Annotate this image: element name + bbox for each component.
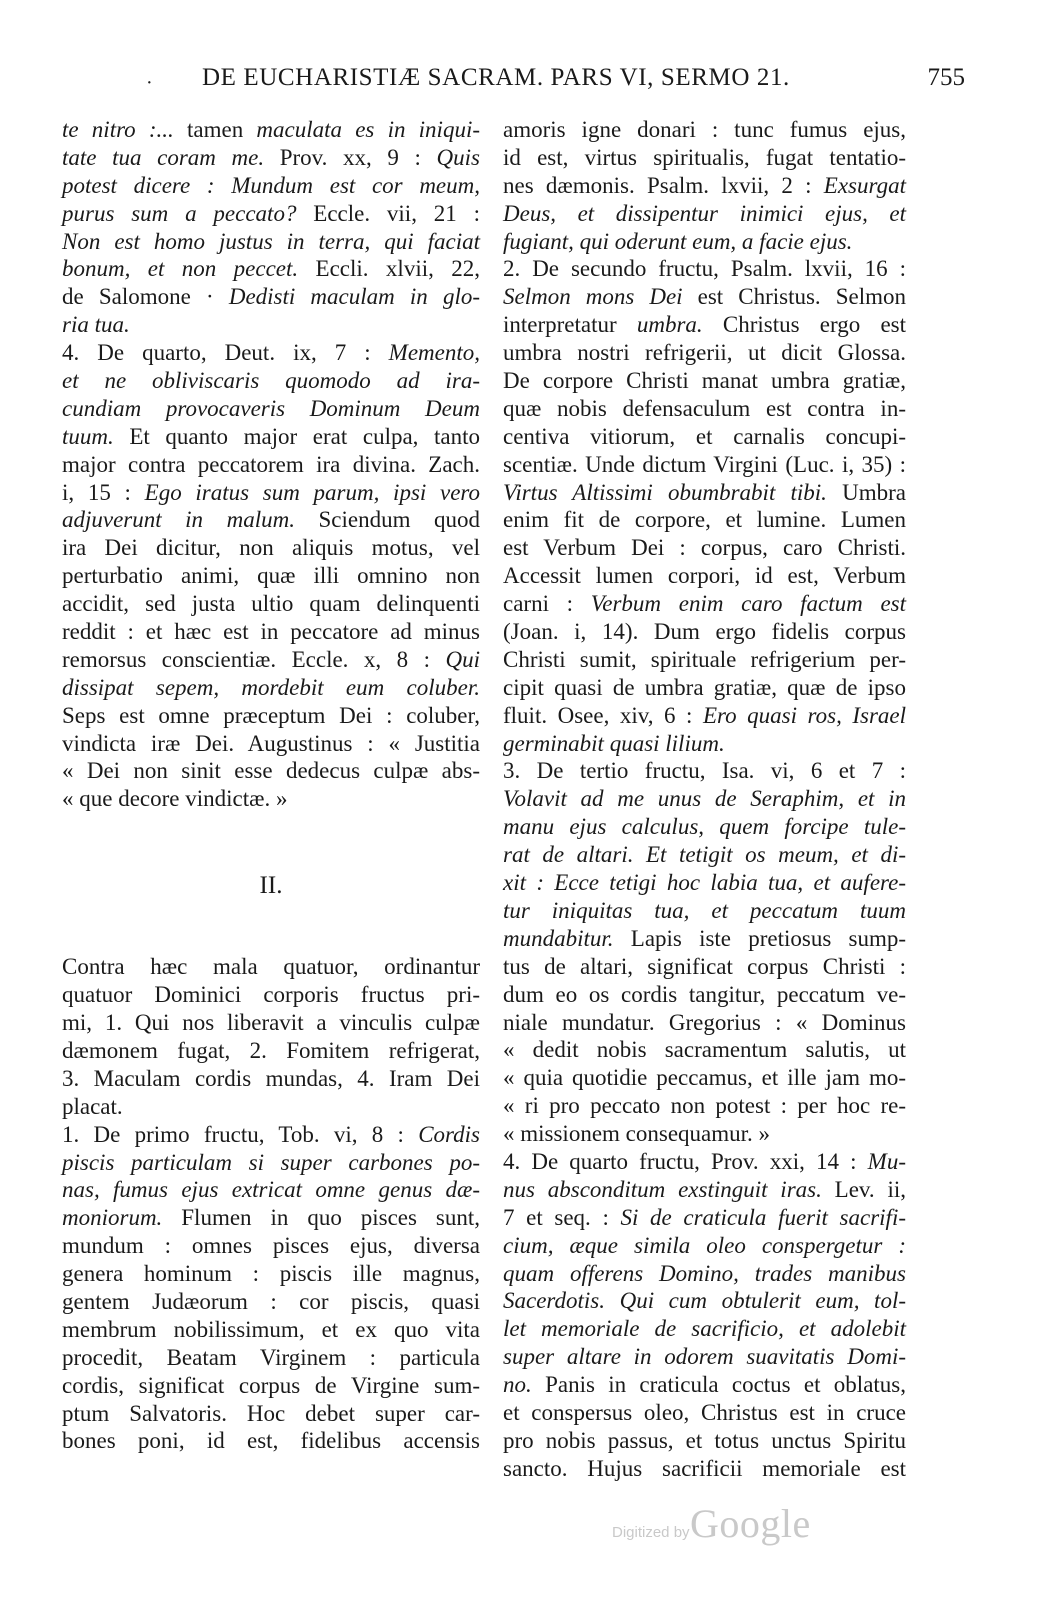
text-line [503, 116, 906, 144]
text-line [503, 1232, 906, 1260]
text-run: Sciendum quod [318, 507, 480, 533]
italic-quotation: Quis [436, 144, 480, 170]
text-line [503, 1064, 906, 1092]
italic-quotation: Volavit ad me unus de Seraphim, et in [503, 786, 906, 812]
text-line [503, 1176, 906, 1204]
italic-quotation: Virtus Altissimi obumbrabit tibi. [503, 479, 843, 505]
text-run: mundum : omnes pisces ejus, diversa [62, 1233, 480, 1259]
google-watermark [612, 1500, 832, 1550]
italic-quotation: nus absconditum exstinguit iras. [503, 1176, 835, 1202]
italic-quotation: cium, æque simila oleo conspergetur : [503, 1232, 906, 1258]
text-run: dum eo os cordis tangitur, peccatum ve- [503, 981, 906, 1007]
text-line [62, 590, 480, 618]
text-run: Christi sumit, spirituale refrigerium per- [503, 646, 906, 672]
text-line [503, 1120, 906, 1148]
text-line [503, 1315, 906, 1343]
text-line [62, 1204, 480, 1232]
text-line [62, 506, 480, 534]
text-line [62, 1400, 480, 1428]
text-line [62, 1176, 480, 1204]
text-line [503, 283, 906, 311]
google-logo: Google [690, 1501, 811, 1546]
text-run: quatuor Dominici corporis fructus pri- [62, 982, 480, 1008]
text-line [503, 813, 906, 841]
text-line [503, 562, 906, 590]
text-line [62, 757, 480, 785]
italic-quotation: maculata es in iniqui- [256, 117, 480, 142]
text-line [503, 172, 906, 200]
text-run: vindicta iræ Dei. Augustinus : « Justitia [62, 730, 480, 756]
watermark-prefix: Digitized by [612, 1524, 690, 1541]
text-line [62, 1427, 480, 1455]
text-line [62, 172, 480, 200]
text-run: De corpore Christi manat umbra gratiæ, [503, 368, 906, 394]
text-line [62, 1344, 480, 1372]
text-line [503, 925, 906, 953]
running-head [146, 64, 965, 100]
italic-quotation: piscis particulam si super carbones po- [62, 1149, 480, 1175]
text-run: genera hominum : piscis ille magnus, [62, 1261, 480, 1287]
text-run: 3. Maculam cordis mundas, 4. Iram Dei [62, 1065, 480, 1091]
text-run: procedit, Beatam Virginem : particula [62, 1344, 480, 1370]
text-line [503, 674, 906, 702]
italic-quotation: bonum, et non peccet. [62, 256, 316, 282]
text-line [62, 339, 480, 367]
italic-quotation: Sacerdotis. Qui cum obtulerit eum, tol- [503, 1288, 906, 1314]
text-line [503, 1287, 906, 1315]
text-run: (Joan. i, 14). Dum ergo fidelis corpus [503, 619, 906, 645]
text-run: reddit : et hæc est in peccatore ad minus [62, 619, 480, 645]
text-line [62, 1093, 480, 1121]
text-line [62, 618, 480, 646]
text-line [62, 1065, 480, 1093]
text-line [62, 283, 480, 311]
text-line [62, 1260, 480, 1288]
italic-quotation: let memoriale de sacrificio, et adolebit [503, 1316, 906, 1342]
text-run: Lev. ii, [834, 1176, 906, 1202]
italic-quotation: Non est homo justus in terra, qui faciat [62, 228, 480, 254]
text-run: gentem Judæorum : cor piscis, quasi [62, 1288, 480, 1314]
italic-quotation: Mu- [867, 1148, 906, 1174]
italic-quotation: Qui [445, 646, 480, 672]
left-column-section-ii [62, 953, 480, 1455]
text-line [503, 367, 906, 395]
text-line [503, 757, 906, 785]
italic-quotation: moniorum. [62, 1205, 182, 1231]
text-run: scentiæ. Unde dictum Virgini (Luc. i, 35) : [503, 451, 906, 477]
text-line [503, 869, 906, 897]
text-run: quæ nobis defensaculum est contra in- [503, 395, 906, 421]
text-line [503, 841, 906, 869]
section-spacer [62, 901, 480, 953]
section-spacer [62, 813, 480, 871]
text-line [503, 785, 906, 813]
text-run: « missionem consequamur. » [503, 1121, 771, 1147]
italic-quotation: Selmon mons Dei [503, 284, 698, 310]
text-run: dæmonem fugat, 2. Fomitem refrigerat, [62, 1037, 480, 1063]
italic-quotation: xit : Ecce tetigi hoc labia tua, et aufere- [503, 870, 906, 896]
text-line [503, 228, 906, 256]
text-line [62, 674, 480, 702]
text-run: « Dei non sinit esse dedecus culpæ abs- [62, 758, 480, 784]
text-run: 2. De secundo fructu, Psalm. lxvii, 16 : [503, 256, 906, 282]
text-line [62, 1288, 480, 1316]
text-run: nes dæmonis. Psalm. lxvii, 2 : [503, 172, 824, 198]
text-line [62, 200, 480, 228]
text-line [503, 1148, 906, 1176]
text-run: de Salomone · [62, 284, 229, 310]
text-line [62, 562, 480, 590]
text-run: Contra hæc mala quatuor, ordinantur [62, 954, 480, 980]
page-number: 755 [927, 64, 965, 91]
text-run: 1. De primo fructu, Tob. vi, 8 : [62, 1121, 419, 1147]
italic-quotation: potest dicere : Mundum est cor meum, [62, 172, 480, 198]
text-line [503, 423, 906, 451]
text-line [503, 451, 906, 479]
text-line [62, 1316, 480, 1344]
text-line [503, 953, 906, 981]
italic-quotation: fugiant, qui oderunt eum, a facie ejus. [503, 228, 853, 254]
italic-quotation: no. [503, 1372, 546, 1398]
text-run: id est, virtus spiritualis, fugat tentatio- [503, 144, 906, 170]
text-line [503, 339, 906, 367]
text-run: est Christus. Selmon [697, 284, 907, 310]
text-run: tus de altari, significat corpus Christi : [503, 953, 906, 979]
text-run: Panis in craticula coctus et oblatus, [545, 1372, 907, 1398]
text-run: umbra nostri refrigerii, ut dicit Glossa. [503, 340, 906, 366]
text-line [503, 395, 906, 423]
italic-quotation: tate tua coram me. [62, 144, 280, 170]
text-run: tamen [187, 117, 257, 142]
text-line [62, 1009, 480, 1037]
text-line [62, 730, 480, 758]
text-run: Lapis iste pretiosus sump- [630, 925, 906, 951]
text-line [62, 953, 480, 981]
text-line [62, 1149, 480, 1177]
text-line [503, 618, 906, 646]
text-run: ira Dei dicitur, non aliquis motus, vel [62, 535, 480, 561]
italic-quotation: rat de altari. Et tetigit os meum, et di- [503, 842, 906, 868]
text-line [503, 702, 906, 730]
text-run: pro nobis passus, et totus unctus Spiritu [503, 1427, 906, 1453]
text-line [503, 590, 906, 618]
italic-quotation: ria tua. [62, 312, 130, 338]
text-line [62, 646, 480, 674]
italic-quotation: germinabit quasi lilium. [503, 730, 725, 756]
text-line [62, 228, 480, 256]
text-run: Seps est omne præceptum Dei : coluber, [62, 702, 480, 728]
text-run: Eccli. xlvii, 22, [315, 256, 480, 282]
text-run: enim fit de corpore, et lumine. Lumen [503, 507, 906, 533]
text-line [62, 255, 480, 283]
italic-quotation: nas, fumus ejus extricat omne genus dæ- [62, 1177, 480, 1203]
text-line [62, 451, 480, 479]
text-run: carni : [503, 591, 591, 617]
italic-quotation: Ego iratus sum parum, ipsi vero [144, 479, 480, 505]
text-line [62, 311, 480, 339]
text-run: ptum Salvatoris. Hoc debet super car- [62, 1400, 480, 1426]
italic-quotation: tur iniquitas tua, et peccatum tuum [503, 897, 906, 923]
italic-quotation: manu ejus calculus, quem forcipe tule- [503, 814, 906, 840]
text-line [503, 1009, 906, 1037]
text-line [62, 479, 480, 507]
text-run: Christus ergo est [722, 312, 907, 338]
text-line [62, 702, 480, 730]
text-line [62, 116, 480, 144]
text-run: bones poni, id est, fidelibus accensis [62, 1428, 480, 1454]
text-line [62, 534, 480, 562]
text-run: cipit quasi de umbra gratiæ, quæ de ipso [503, 674, 906, 700]
text-run: « ri pro peccato non potest : per hoc re- [503, 1093, 906, 1119]
text-run: Umbra [842, 479, 906, 505]
text-run: accidit, sed justa ultio quam delinquenti [62, 591, 480, 617]
header-dot: · [146, 72, 153, 94]
text-run: est Verbum Dei : corpus, caro Christi. [503, 535, 906, 561]
text-run: cordis, significat corpus de Virgine sum- [62, 1372, 480, 1398]
text-line [62, 423, 480, 451]
text-run: niale mundatur. Gregorius : « Dominus [503, 1009, 906, 1035]
text-line [503, 1343, 906, 1371]
text-run: remorsus conscientiæ. Eccle. x, 8 : [62, 646, 446, 672]
right-column [503, 116, 906, 1483]
text-run: i, 15 : [62, 479, 145, 505]
section-heading: II. [259, 872, 283, 900]
text-line [503, 981, 906, 1009]
text-run: 7 et seq. : [503, 1204, 621, 1230]
text-run: perturbatio animi, quæ illi omnino non [62, 563, 480, 589]
text-line [503, 1260, 906, 1288]
text-run: placat. [62, 1093, 123, 1119]
text-run: sancto. Hujus sacrificii memoriale est [503, 1455, 906, 1481]
text-line [62, 981, 480, 1009]
text-line [503, 144, 906, 172]
italic-quotation: dissipat sepem, mordebit eum coluber. [62, 674, 480, 700]
text-line [503, 506, 906, 534]
text-run: amoris igne donari : tunc fumus ejus, [503, 117, 906, 142]
italic-quotation: super altare in odorem suavitatis Domi- [503, 1344, 906, 1370]
text-run: 4. De quarto fructu, Prov. xxi, 14 : [503, 1148, 868, 1174]
text-run: interpretatur [503, 312, 637, 338]
text-line [503, 255, 906, 283]
text-line [503, 897, 906, 925]
text-line [503, 730, 906, 758]
text-run: et conspersus oleo, Christus est in cruce [503, 1399, 906, 1425]
text-line [503, 646, 906, 674]
text-line [503, 1427, 906, 1455]
text-line [62, 367, 480, 395]
left-column-section-i [62, 116, 480, 813]
text-run: Flumen in quo pisces sunt, [181, 1205, 480, 1231]
italic-quotation: tuum. [62, 423, 130, 449]
text-line [62, 785, 480, 813]
text-line [62, 1121, 480, 1149]
italic-quotation: mundabitur. [503, 925, 631, 951]
italic-quotation: purus sum a peccato? [62, 200, 314, 226]
text-run: « dedit nobis sacramentum salutis, ut [503, 1037, 906, 1063]
text-line [62, 1372, 480, 1400]
italic-quotation: te nitro :... [62, 117, 187, 142]
text-run: 3. De tertio fructu, Isa. vi, 6 et 7 : [503, 758, 906, 784]
running-title: DE EUCHARISTIÆ SACRAM. PARS VI, SERMO 21. [202, 64, 790, 91]
text-line [62, 144, 480, 172]
text-line [503, 1455, 906, 1483]
text-line [503, 1036, 906, 1064]
italic-quotation: adjuverunt in malum. [62, 507, 319, 533]
text-line [503, 311, 906, 339]
text-line [503, 1092, 906, 1120]
text-run: mi, 1. Qui nos liberavit a vinculis culpæ [62, 1010, 480, 1036]
text-line [503, 1204, 906, 1232]
text-line [503, 534, 906, 562]
italic-quotation: quam offerens Domino, trades manibus [503, 1260, 906, 1286]
text-run: Et quanto major erat culpa, tanto [129, 423, 480, 449]
left-column [62, 116, 480, 1455]
text-run: fluit. Osee, xiv, 6 : [503, 702, 703, 728]
text-run: membrum nobilissimum, et ex quo vita [62, 1316, 480, 1342]
italic-quotation: Exsurgat [823, 172, 906, 198]
text-line [62, 1232, 480, 1260]
text-run: major contra peccatorem ira divina. Zach. [62, 451, 480, 477]
italic-quotation: Dedisti maculam in glo- [228, 284, 480, 310]
text-run: Accessit lumen corpori, id est, Verbum [503, 563, 906, 589]
text-run: « que decore vindictæ. » [62, 786, 288, 812]
text-run: centiva vitiorum, et carnalis concupi- [503, 423, 906, 449]
italic-quotation: Deus, et dissipentur inimici ejus, et [503, 200, 906, 226]
italic-quotation: Si de craticula fuerit sacrifi- [620, 1204, 906, 1230]
text-run: 4. De quarto, Deut. ix, 7 : [62, 340, 389, 366]
italic-quotation: umbra. [636, 312, 723, 338]
italic-quotation: Cordis [418, 1121, 480, 1147]
text-run: Prov. xx, 9 : [279, 144, 437, 170]
text-line [503, 200, 906, 228]
right-column-text [503, 116, 906, 1483]
text-line [62, 1037, 480, 1065]
italic-quotation: Verbum enim caro factum est [590, 591, 906, 617]
text-run: Eccle. vii, 21 : [313, 200, 480, 226]
italic-quotation: et ne obliviscaris quomodo ad ira- [62, 368, 480, 394]
italic-quotation: cundiam provocaveris Dominum Deum [62, 395, 480, 421]
text-line [503, 1399, 906, 1427]
italic-quotation: Memento, [388, 340, 480, 366]
text-line [503, 1371, 906, 1399]
text-line [62, 395, 480, 423]
text-run: « quia quotidie peccamus, et ille jam mo- [503, 1065, 906, 1091]
italic-quotation: Ero quasi ros, Israel [702, 702, 907, 728]
text-line [503, 479, 906, 507]
